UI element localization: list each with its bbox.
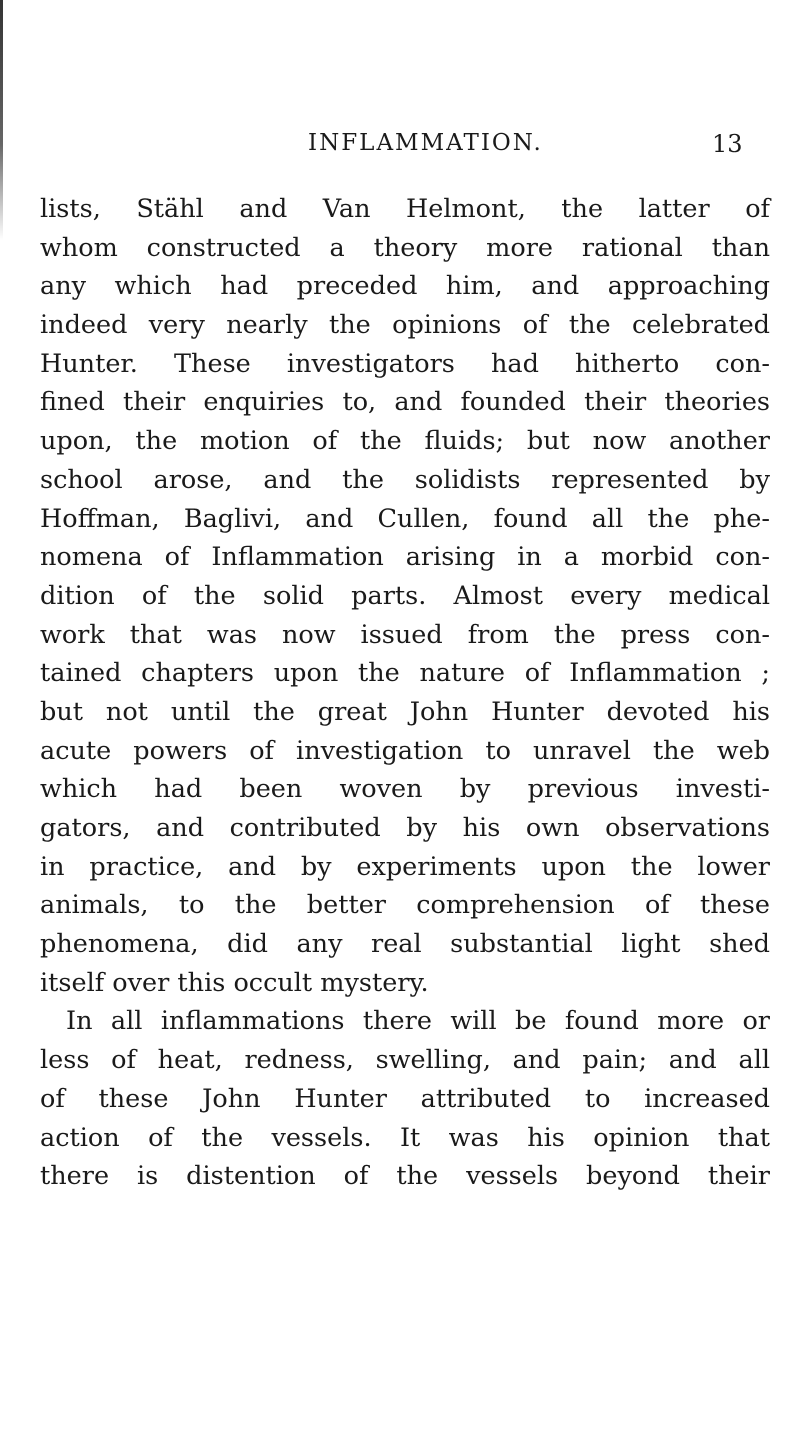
text-line: acute powers of investigation to unravel the web xyxy=(40,735,770,766)
text-line: gators, and contributed by his own observations xyxy=(40,813,770,843)
text-line: action of the vessels. It was his opinion that xyxy=(40,1122,770,1153)
text-line: lists, Stähl and Van Helmont, the latter of xyxy=(40,194,770,224)
text-line: fined their enquiries to, and founded their theories xyxy=(40,387,770,418)
text-line: of these John Hunter attributed to increased xyxy=(40,1083,770,1114)
text-line: phenomena, did any real substantial light shed xyxy=(40,929,770,960)
text-line: there is distention of the vessels beyond their xyxy=(40,1161,770,1192)
running-head xyxy=(0,130,800,166)
text-line: animals, to the better comprehension of these xyxy=(40,890,770,921)
text-line: dition of the solid parts. Almost every medical xyxy=(40,580,770,611)
running-title: INFLAMMATION. xyxy=(308,130,543,156)
paragraph-end-line: itself over this occult mystery. xyxy=(40,967,429,998)
text-line: but not until the great John Hunter devoted his xyxy=(40,696,770,727)
text-line: any which had preceded him, and approaching xyxy=(40,271,770,302)
body-text xyxy=(40,190,770,1196)
text-line: whom constructed a theory more rational than xyxy=(40,232,770,263)
text-line: school arose, and the solidists represented by xyxy=(40,464,770,495)
text-line: nomena of Inflammation arising in a morbid con- xyxy=(40,542,770,573)
text-line: tained chapters upon the nature of Inflammation ; xyxy=(40,658,770,689)
text-line: which had been woven by previous investi- xyxy=(40,774,770,805)
text-line: Hoffman, Baglivi, and Cullen, found all the phe- xyxy=(40,503,770,534)
text-line: less of heat, redness, swelling, and pain; and all xyxy=(40,1045,770,1076)
text-line: Hunter. These investigators had hitherto con- xyxy=(40,348,770,379)
text-line: upon, the motion of the fluids; but now another xyxy=(40,426,770,457)
paragraph-start-line: In all inflammations there will be found more or xyxy=(66,1006,770,1037)
page-edge-shadow xyxy=(0,0,3,240)
text-line: indeed very nearly the opinions of the celebrated xyxy=(40,310,770,341)
page-number: 13 xyxy=(712,130,743,158)
text-line: in practice, and by experiments upon the lower xyxy=(40,851,770,882)
text-line: work that was now issued from the press con- xyxy=(40,619,770,650)
